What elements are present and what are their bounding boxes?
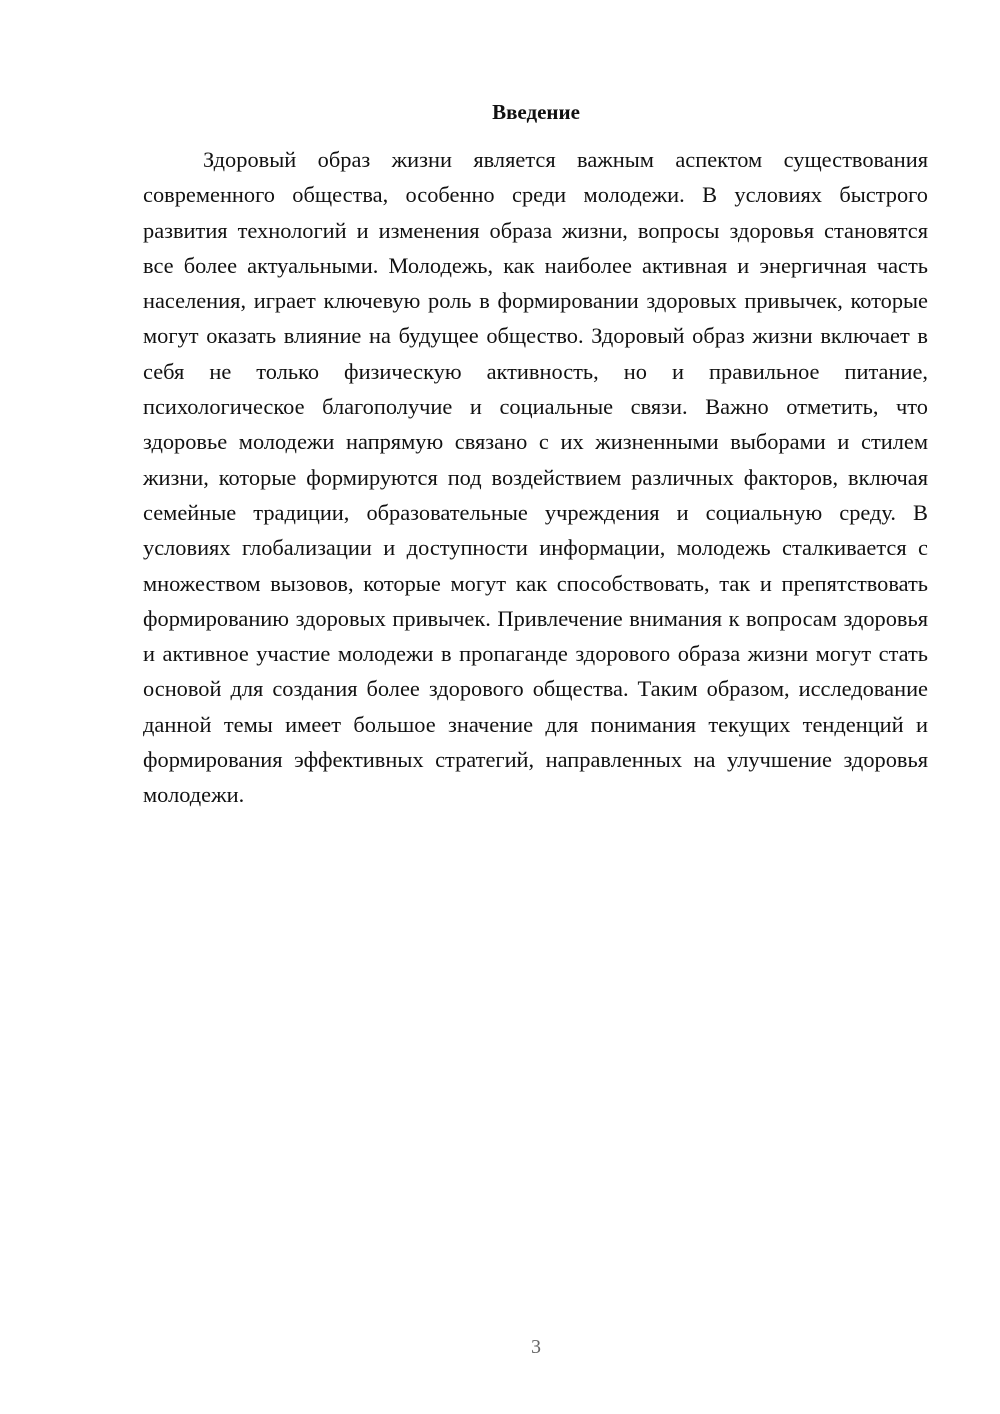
body-paragraph: Здоровый образ жизни является важным аспектом существования современного общества, особенно среди молодежи. В условиях быстрого развития технологий и изменения образа жизни, вопросы здоровья становятся все более актуальными. Молодежь, как наиболее активная и энергичная часть населения, играет ключевую роль в формировании здоровых привычек, которые могут оказать влияние на будущее общество. Здоровый образ жизни включает в себя не только физическую активность, но и правильное питание, психологическое благополучие и социальные связи. Важно отметить, что здоровье молодежи напрямую связано с их жизненными выборами и стилем жизни, которые формируются под воздействием различных факторов, включая семейные традиции, образовательные учреждения и социальную среду. В условиях глобализации и доступности информации, молодежь сталкивается с множеством вызовов, которые могут как способствовать, так и препятствовать формированию здоровых привычек. Привлечение внимания к вопросам здоровья и активное участие молодежи в пропаганде здорового образа жизни могут стать основой для создания более здорового общества. Таким образом, исследование данной темы имеет большое значение для понимания текущих тенденций и формирования эффективных стратегий, направленных на улучшение здоровья молодежи. xyxy=(143,147,928,808)
page-number: 3 xyxy=(531,1336,541,1358)
section-title: Введение xyxy=(492,100,580,124)
